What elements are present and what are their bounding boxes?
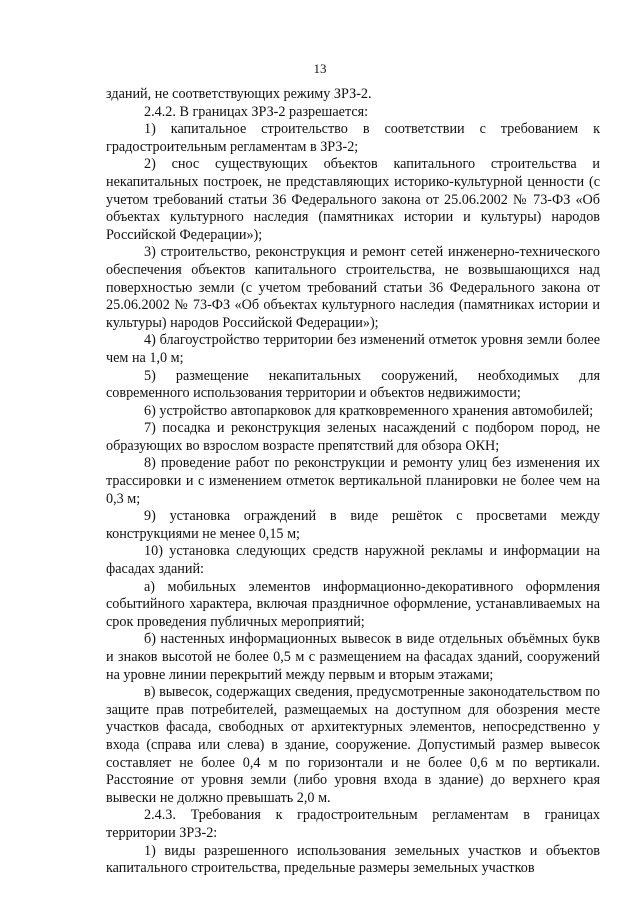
list-item: 7) посадка и реконструкция зеленых насаждений с подбором пород, не образующих во взрослом возрасте препятствий для обзора ОКН; (106, 420, 600, 454)
list-item: 4) благоустройство территории без изменений отметок уровня земли более чем на 1,0 м; (106, 332, 600, 366)
list-item: 1) виды разрешенного использования земельных участков и объектов капитального строительства, предельные размеры земельных участков (106, 842, 600, 877)
list-item: 5) размещение некапитальных сооружений, необходимых для современного использования территории и объектов недвижимости; (106, 367, 600, 402)
page-number: 13 (313, 61, 327, 76)
list-item: 9) установка ограждений в виде решёток с просветами между конструкциями не менее 0,15 м; (106, 508, 600, 542)
list-item: 10) установка следующих средств наружной рекламы и информации на фасадах зданий: (106, 543, 600, 578)
section-heading-2-4-3: 2.4.3. Требования к градостроительным регламентам в границах территории ЗРЗ-2: (106, 807, 600, 841)
document-body (106, 86, 600, 878)
list-item: 1) капитальное строительство в соответствии с требованием к градостроительным регламентам в ЗРЗ-2; (106, 121, 600, 155)
list-item: 3) строительство, реконструкция и ремонт сетей инженерно-технического обеспечения объектов капитального строительства, не возвышающихся над поверхностью земли (с учетом требований статьи 36 Федерального закона от 25.06.2002 № 73-ФЗ «Об объектах культурного наследия (памятниках истории и культуры) народов Российской Федерации»); (106, 244, 600, 331)
sub-list-item: а) мобильных элементов информационно-декоративного оформления событийного характера, включая праздничное оформление, устанавливаемых на срок проведения публичных мероприятий; (106, 578, 600, 630)
list-item: 2) снос существующих объектов капитального строительства и некапитальных построек, не представляющих историко-культурной ценности (с учетом требований статьи 36 Федерального закона от 25.06.2002 № 73-ФЗ «Об объектах культурного наследия (памятниках истории и культуры) народов Российской Федерации»); (106, 156, 600, 243)
list-item: 6) устройство автопарковок для кратковременного хранения автомобилей; (144, 402, 594, 419)
sub-list-item: б) настенных информационных вывесок в виде отдельных объёмных букв и знаков высотой не более 0,5 м с размещением на фасадах зданий, сооружений на уровне линии перекрытий между первым и вторым этажами; (106, 631, 600, 683)
section-heading-2-4-2: 2.4.2. В границах ЗРЗ-2 разрешается: (144, 103, 369, 120)
paragraph: зданий, не соответствующих режиму ЗРЗ-2. (106, 86, 372, 102)
list-item: 8) проведение работ по реконструкции и ремонту улиц без изменения их трассировки и с изменением отметок вертикальной планировки не более чем на 0,3 м; (106, 455, 600, 507)
sub-list-item: в) вывесок, содержащих сведения, предусмотренные законодательством по защите прав потребителей, размещаемых на доступном для обозрения месте участков фасада, свободных от архитектурных элементов, непосредственно у входа (справа или слева) в здание, сооружение. Допустимый размер вывесок составляет не более 0,4 м по горизонтали и не более 0,6 м по вертикали. Расстояние от уровня земли (либо уровня входа в здание) до верхнего края вывески не должно превышать 2,0 м. (106, 684, 600, 806)
